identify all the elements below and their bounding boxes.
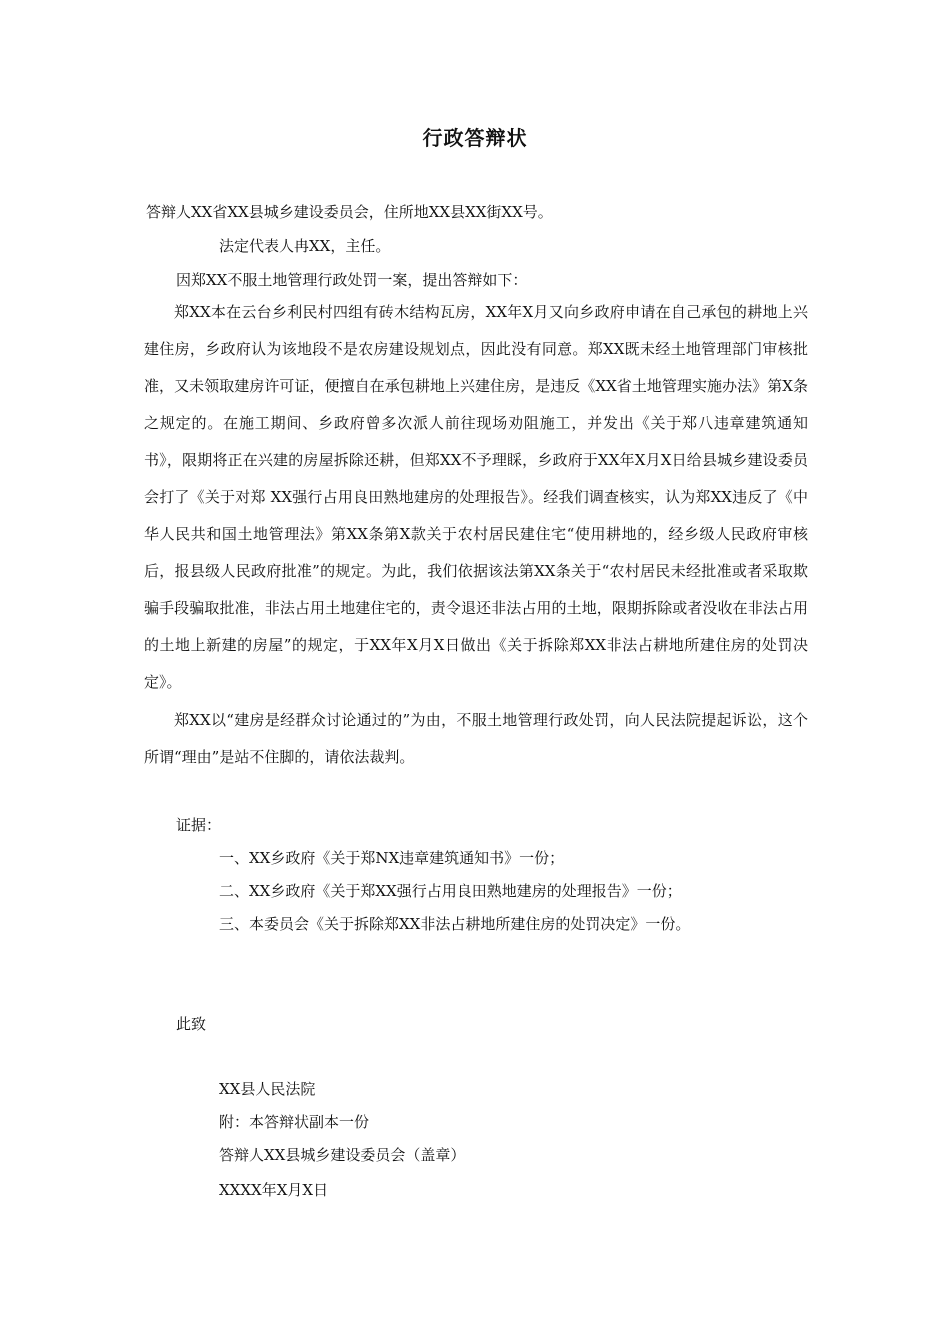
intro-line: 因郑XX不服土地管理行政处罚一案，提出答辩如下： [176, 271, 528, 289]
signature-line: 答辩人XX县城乡建设委员会（盖章） [219, 1146, 466, 1164]
evidence-item: 一、XX乡政府《关于郑NX违章建筑通知书》一份； [219, 849, 565, 867]
evidence-item: 三、本委员会《关于拆除郑XX非法占耕地所建住房的处罚决定》一份。 [219, 915, 691, 933]
body-paragraph-facts: 郑XX本在云台乡利民村四组有砖木结构瓦房，XX年X月又向乡政府申请在自己承包的耕地上兴建住房，乡政府认为该地段不是农房建设规划点，因此没有同意。郑XX既未经土地管理部门审核批准，又未领取建房许可证，便擅自在承包耕地上兴建住房，是违反《XX省土地管理实施办法》第X条之规定的。在施工期间、乡政府曾多次派人前往现场劝阻施工，并发出《关于郑八违章建筑通知书》，限期将正在兴建的房屋拆除还耕，但郑XX不予理睬，乡政府于XX年X月X日给县城乡建设委员会打了《关于对郑 XX强行占用良田熟地建房的处理报告》。经我们调查核实，认为郑XX违反了《中华人民共和国土地管理法》第XX条第X款关于农村居民建住宅“使用耕地的，经乡级人民政府审核后，报县级人民政府批准”的规定。为此，我们依据该法第XX条关于“农村居民未经批准或者采取欺骗手段骗取批准，非法占用土地建住宅的，责令退还非法占用的土地，限期拆除或者没收在非法占用的土地上新建的房屋”的规定，于XX年X月X日做出《关于拆除郑XX非法占耕地所建住房的处罚决定》。 [144, 303, 808, 691]
addressee: XX县人民法院 [219, 1080, 316, 1098]
closing-salutation: 此致 [176, 1015, 207, 1033]
legal-representative-line: 法定代表人冉XX，主任。 [219, 237, 391, 255]
attachment-note: 附：本答辩状副本一份 [219, 1113, 370, 1131]
document-date: XXXX年X月X日 [219, 1181, 329, 1199]
evidence-heading: 证据： [176, 816, 222, 834]
document-title: 行政答辩状 [422, 126, 528, 150]
evidence-item: 二、XX乡政府《关于郑XX强行占用良田熟地建房的处理报告》一份； [219, 882, 682, 900]
body-paragraph-argument: 郑XX以“建房是经群众讨论通过的”为由，不服土地管理行政处罚，向人民法院提起诉讼，这个所谓“理由”是站不住脚的，请依法裁判。 [144, 711, 808, 766]
respondent-line: 答辩人XX省XX县城乡建设委员会，住所地XX县XX街XX号。 [146, 203, 553, 221]
